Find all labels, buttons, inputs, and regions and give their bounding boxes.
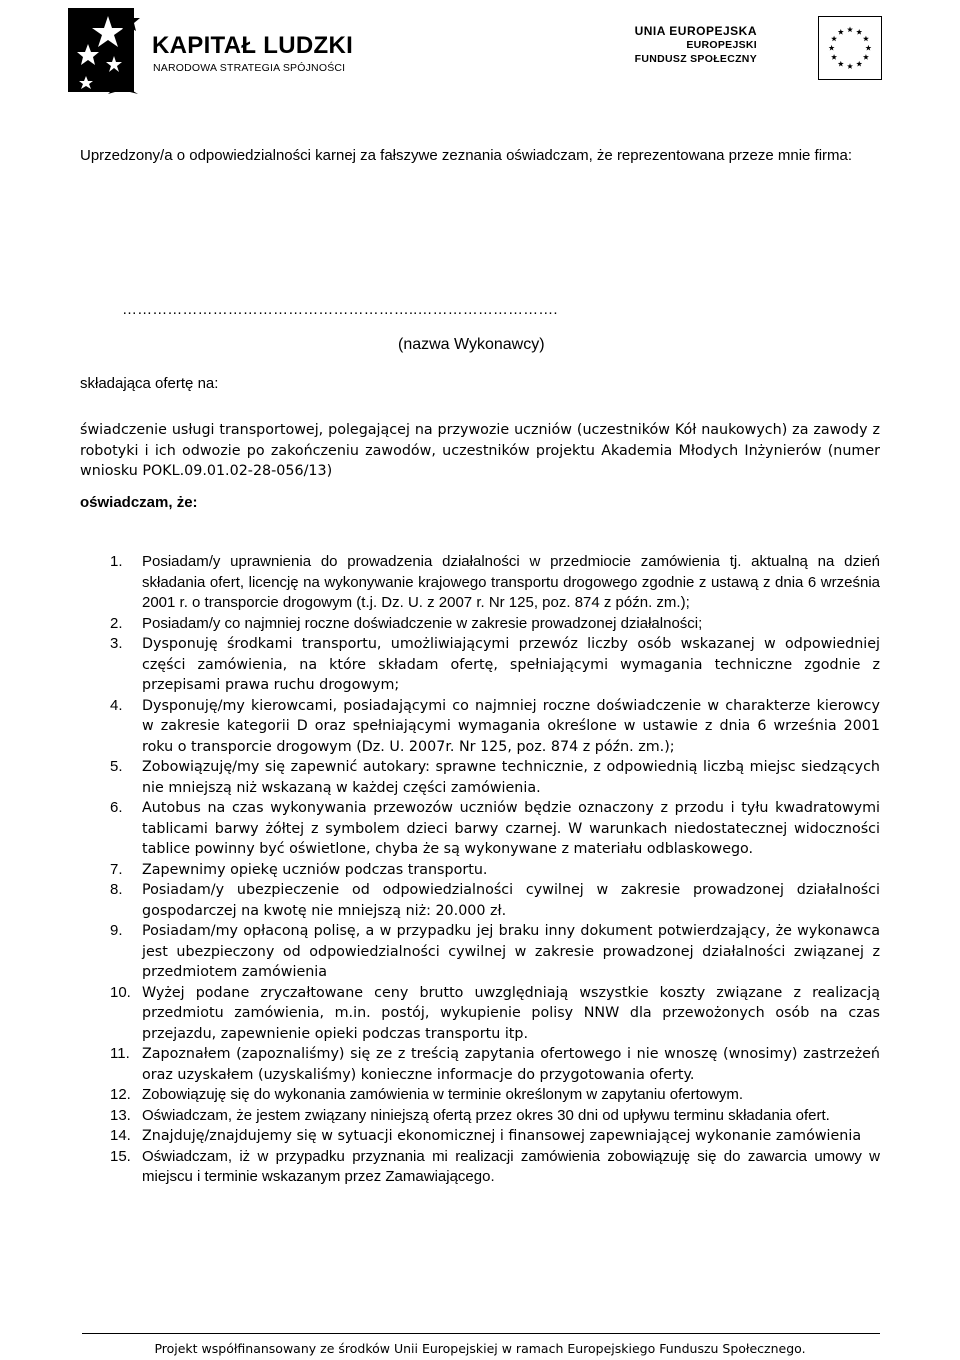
eu-flag-icon <box>818 16 882 80</box>
footer-text: Projekt współfinansowany ze środków Unii Europejskiej w ramach Europejskiego Funduszu Społecznego. <box>154 1341 806 1356</box>
service-description: świadczenie usługi transportowej, polegającej na przywozie uczniów (uczestników Kół naukowych) za zawody z robotyki i ich odwozie po zakończeniu zawodów, uczestników projektu Akademia Młodych Inżynierów (numer wniosku POKL.09.01.02-28-056/13) <box>80 422 880 479</box>
list-item-text: Zobowiązuję/my się zapewnić autokary: sprawne technicznie, z odpowiednią liczbą miejsc siedzących nie mniejszą niż wskazaną w każdej części zamówienia. <box>142 759 880 796</box>
list-item-text: Dysponuję/my kierowcami, posiadającymi co najmniej roczne doświadczenie w charakterze kierowcy w zakresie kategorii D oraz spełniającymi wymagania określone w ustawie z dnia 6 września 2001 roku o transporcie drogowym (Dz. U. 2007r. Nr 125, poz. 874 z późn. zm.); <box>142 697 880 755</box>
declare-label: oświadczam, że: <box>80 494 198 511</box>
list-item-number: 3. <box>110 635 123 652</box>
list-item <box>80 696 880 758</box>
eu-star-icon <box>863 36 869 42</box>
list-item <box>80 1126 880 1147</box>
list-item-text: Wyżej podane zryczałtowane ceny brutto uwzględniają wszystkie koszty związane z realizacją przedmiotu zamówienia, m.in. postój, wykupienie polisy NNW dla przewożonych osób na czas przejazdu, zapewnienie opieki podczas transportu itp. <box>142 984 880 1042</box>
list-item <box>80 1147 880 1188</box>
intro-paragraph: Uprzedzony/a o odpowiedzialności karnej za fałszywe zeznania oświadczam, że reprezentowana przeze mnie firma: <box>80 147 853 164</box>
list-item-number: 8. <box>110 881 123 898</box>
list-item <box>80 614 880 635</box>
eu-star-icon <box>847 26 853 32</box>
list-item-number: 5. <box>110 758 123 775</box>
list-item-number: 10. <box>110 983 131 1001</box>
logo-subtitle: NARODOWA STRATEGIA SPÓJNOŚCI <box>153 62 346 74</box>
eu-star-icon <box>829 45 835 51</box>
eu-logo <box>634 16 882 82</box>
list-item-number: 13. <box>110 1106 131 1124</box>
declarations-list <box>80 552 880 1188</box>
list-item-text: Zobowiązuję się do wykonania zamówienia w terminie określonym w zapytaniu ofertowym. <box>142 1086 744 1103</box>
list-item-text: Posiadam/y co najmniej roczne doświadczenie w zakresie prowadzonej działalności; <box>142 614 703 632</box>
eu-star-icon <box>856 29 862 35</box>
list-item <box>80 1044 880 1085</box>
list-item-number: 4. <box>110 696 123 714</box>
list-item-number: 7. <box>110 860 123 878</box>
list-item-number: 12. <box>110 1086 131 1103</box>
list-item <box>80 1106 880 1127</box>
list-item-number: 14. <box>110 1127 131 1144</box>
list-item-text: Posiadam/y ubezpieczenie od odpowiedzialności cywilnej w zakresie prowadzonej działalności gospodarczej na kwotę nie mniejszą niż: 20.000 zł. <box>142 882 880 919</box>
list-item-number: 2. <box>110 614 123 632</box>
list-item-number: 6. <box>110 799 123 816</box>
eu-logo-line1: UNIA EUROPEJSKA <box>634 24 757 38</box>
eu-logo-line2: EUROPEJSKI <box>686 39 757 51</box>
list-item-text: Zapoznałem (zapoznaliśmy) się ze z treścią zapytania ofertowego i nie wnoszę (wnosimy) zastrzeżeń oraz uzyskałem (uzyskaliśmy) konieczne informacje do przygotowania oferty. <box>142 1046 880 1083</box>
list-item-text: Oświadczam, iż w przypadku przyznania mi realizacji zamówienia zobowiązuję się do zawarcia umowy w miejscu i terminie wskazanym przez Zamawiającego. <box>142 1147 880 1185</box>
eu-logo-line3: FUNDUSZ SPOŁECZNY <box>634 53 757 65</box>
list-item-number: 15. <box>110 1147 131 1165</box>
contractor-name-caption: (nazwa Wykonawcy) <box>398 336 545 353</box>
eu-star-icon <box>856 61 862 67</box>
list-item <box>80 552 880 614</box>
kapital-ludzki-logo <box>68 6 368 98</box>
list-item-text: Zapewnimy opiekę uczniów podczas transportu. <box>142 861 488 878</box>
offer-label: składająca ofertę na: <box>80 375 219 392</box>
list-item-text: Autobus na czas wykonywania przewozów uczniów będzie oznaczony z przodu i tyłu kwadratowymi tablicami barwy żółtej z symbolem dzieci barwy czarnej. W warunkach niedostatecznej widoczności tablice powinny być oświetlone, chyba że są wykonywane z materiału odblaskowego. <box>142 800 880 857</box>
eu-star-icon <box>831 54 837 60</box>
list-item <box>80 1085 880 1106</box>
list-item <box>80 798 880 860</box>
list-item-number: 1. <box>110 553 123 570</box>
list-item-text: Oświadczam, że jestem związany niniejszą ofertą przez okres 30 dni od upływu terminu składania ofert. <box>142 1106 830 1124</box>
list-item <box>80 921 880 983</box>
eu-star-icon <box>838 61 844 67</box>
eu-star-icon <box>863 54 869 60</box>
eu-star-icon <box>847 63 853 69</box>
list-item <box>80 757 880 798</box>
list-item-text: Posiadam/y uprawnienia do prowadzenia działalności w przedmiocie zamówienia tj. aktualną na dzień składania ofert, licencję na wykonywanie krajowego transportu drogowego zgodnie z ustawą z dnia 6 września 2001 r. o transporcie drogowym (t.j. Dz. U. z 2007 r. Nr 125, poz. 874 z późn. zm.); <box>142 553 880 611</box>
contractor-name-placeholder: …………………………………………………..………………………. <box>122 301 558 318</box>
footer-divider <box>82 1333 880 1334</box>
list-item-text: Znajduję/znajdujemy się w sytuacji ekonomicznej i finansowej zapewniającej wykonanie zamówienia <box>142 1128 862 1144</box>
list-item <box>80 634 880 696</box>
logo-title: KAPITAŁ LUDZKI <box>152 32 354 59</box>
list-item-number: 11. <box>110 1045 130 1062</box>
list-item-text: Posiadam/my opłaconą polisę, a w przypadku jej braku inny dokument potwierdzający, że wykonawca jest ubezpieczony od odpowiedzialności cywilnej w zakresie prowadzonej działalności związanej z przedmiotem zamówienia <box>142 923 880 980</box>
list-item <box>80 983 880 1045</box>
list-item-number: 9. <box>110 922 123 939</box>
kapital-ludzki-stars-icon <box>68 6 148 98</box>
list-item <box>80 880 880 921</box>
eu-star-icon <box>838 29 844 35</box>
list-item-text: Dysponuję środkami transportu, umożliwiającymi przewóz liczby osób wskazanej w odpowiedniej części zamówienia, na które składam ofertę, spełniającymi wymagania techniczne zgodnie z przepisami prawa ruchu drogowym; <box>142 636 880 693</box>
eu-star-icon <box>865 45 871 51</box>
eu-star-icon <box>831 36 837 42</box>
list-item <box>80 860 880 881</box>
